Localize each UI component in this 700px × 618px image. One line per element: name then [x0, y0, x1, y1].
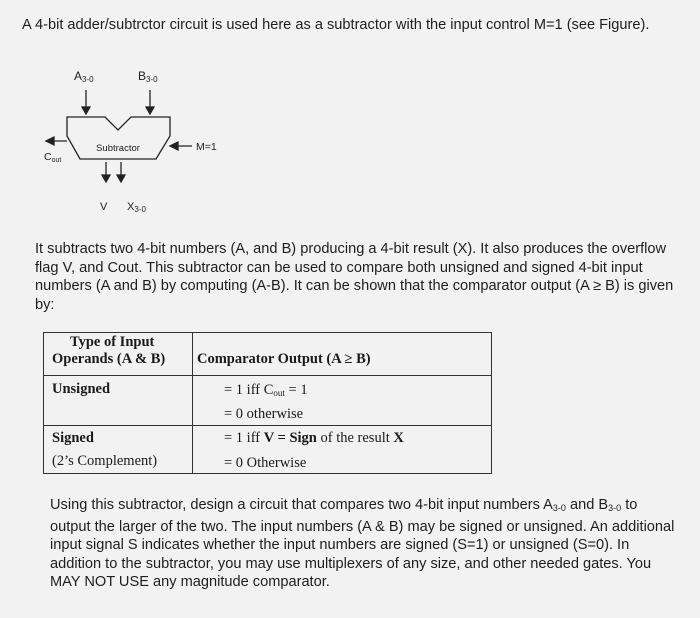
row-unsigned-output-1: = 1 iff $C_{out} = 1$	[224, 382, 308, 398]
row-signed-output-2: = 0 Otherwise	[224, 455, 307, 471]
control-label: M=1	[196, 141, 217, 153]
output-x-arrow	[117, 162, 125, 182]
carry-out-label: Cout	[44, 151, 62, 164]
input-a-arrow	[82, 90, 90, 114]
comparator-table	[43, 332, 492, 474]
carry-out-arrow	[46, 137, 67, 145]
row-unsigned-output-2: = 0 otherwise	[224, 406, 304, 422]
subtractor-diagram	[20, 62, 250, 222]
header-type-line1: Type of Input	[70, 334, 155, 350]
header-type-line2: Operands (A & B)	[52, 351, 166, 367]
input-b-arrow	[146, 90, 154, 114]
header-output: Comparator Output (A ≥ B)	[197, 351, 371, 367]
input-b-label: B3-0	[138, 69, 158, 84]
row-signed-type-line1: Signed	[52, 430, 94, 446]
row-signed-output-1: = 1 iff V = Sign of the result X	[224, 430, 404, 446]
description-paragraph: It subtracts two 4-bit numbers (A, and B) producing a 4-bit result (X). It also produces the overflow flag V, and Cout. This subtractor can be used to compare both unsigned and signed 4-bit input numbers (A and B) by computing (A-B). It can be shown that the comparator output (A ≥ B) is given by:	[35, 241, 674, 313]
result-label: X3-0	[127, 201, 146, 214]
table-column-divider	[192, 333, 193, 473]
input-a-label: A3-0	[74, 69, 94, 84]
control-arrow	[170, 142, 192, 150]
task-paragraph: Using this subtractor, design a circuit that compares two 4-bit input numbers $A_{3-0}$ and $B_{3-0}$ to output the larger of the two. The input numbers (A & B) may be signed or unsigned. An additional input signal S indicates whether the input numbers are signed (S=1) or unsigned (S=0). In addition to the subtractor, you may use multiplexers of any size, and other needed gates. You MAY NOT USE any magnitude comparator.	[50, 497, 675, 590]
table-header-divider	[44, 375, 491, 376]
output-v-arrow	[102, 162, 110, 182]
table-row-divider	[44, 425, 491, 426]
row-unsigned-type: Unsigned	[52, 381, 111, 397]
row-signed-type-line2: (2’s Complement)	[52, 453, 158, 469]
overflow-label: V	[100, 201, 108, 213]
subtractor-label: Subtractor	[96, 143, 140, 154]
intro-text: A 4-bit adder/subtrctor circuit is used here as a subtractor with the input control M=1 (see Figure).	[22, 17, 650, 33]
